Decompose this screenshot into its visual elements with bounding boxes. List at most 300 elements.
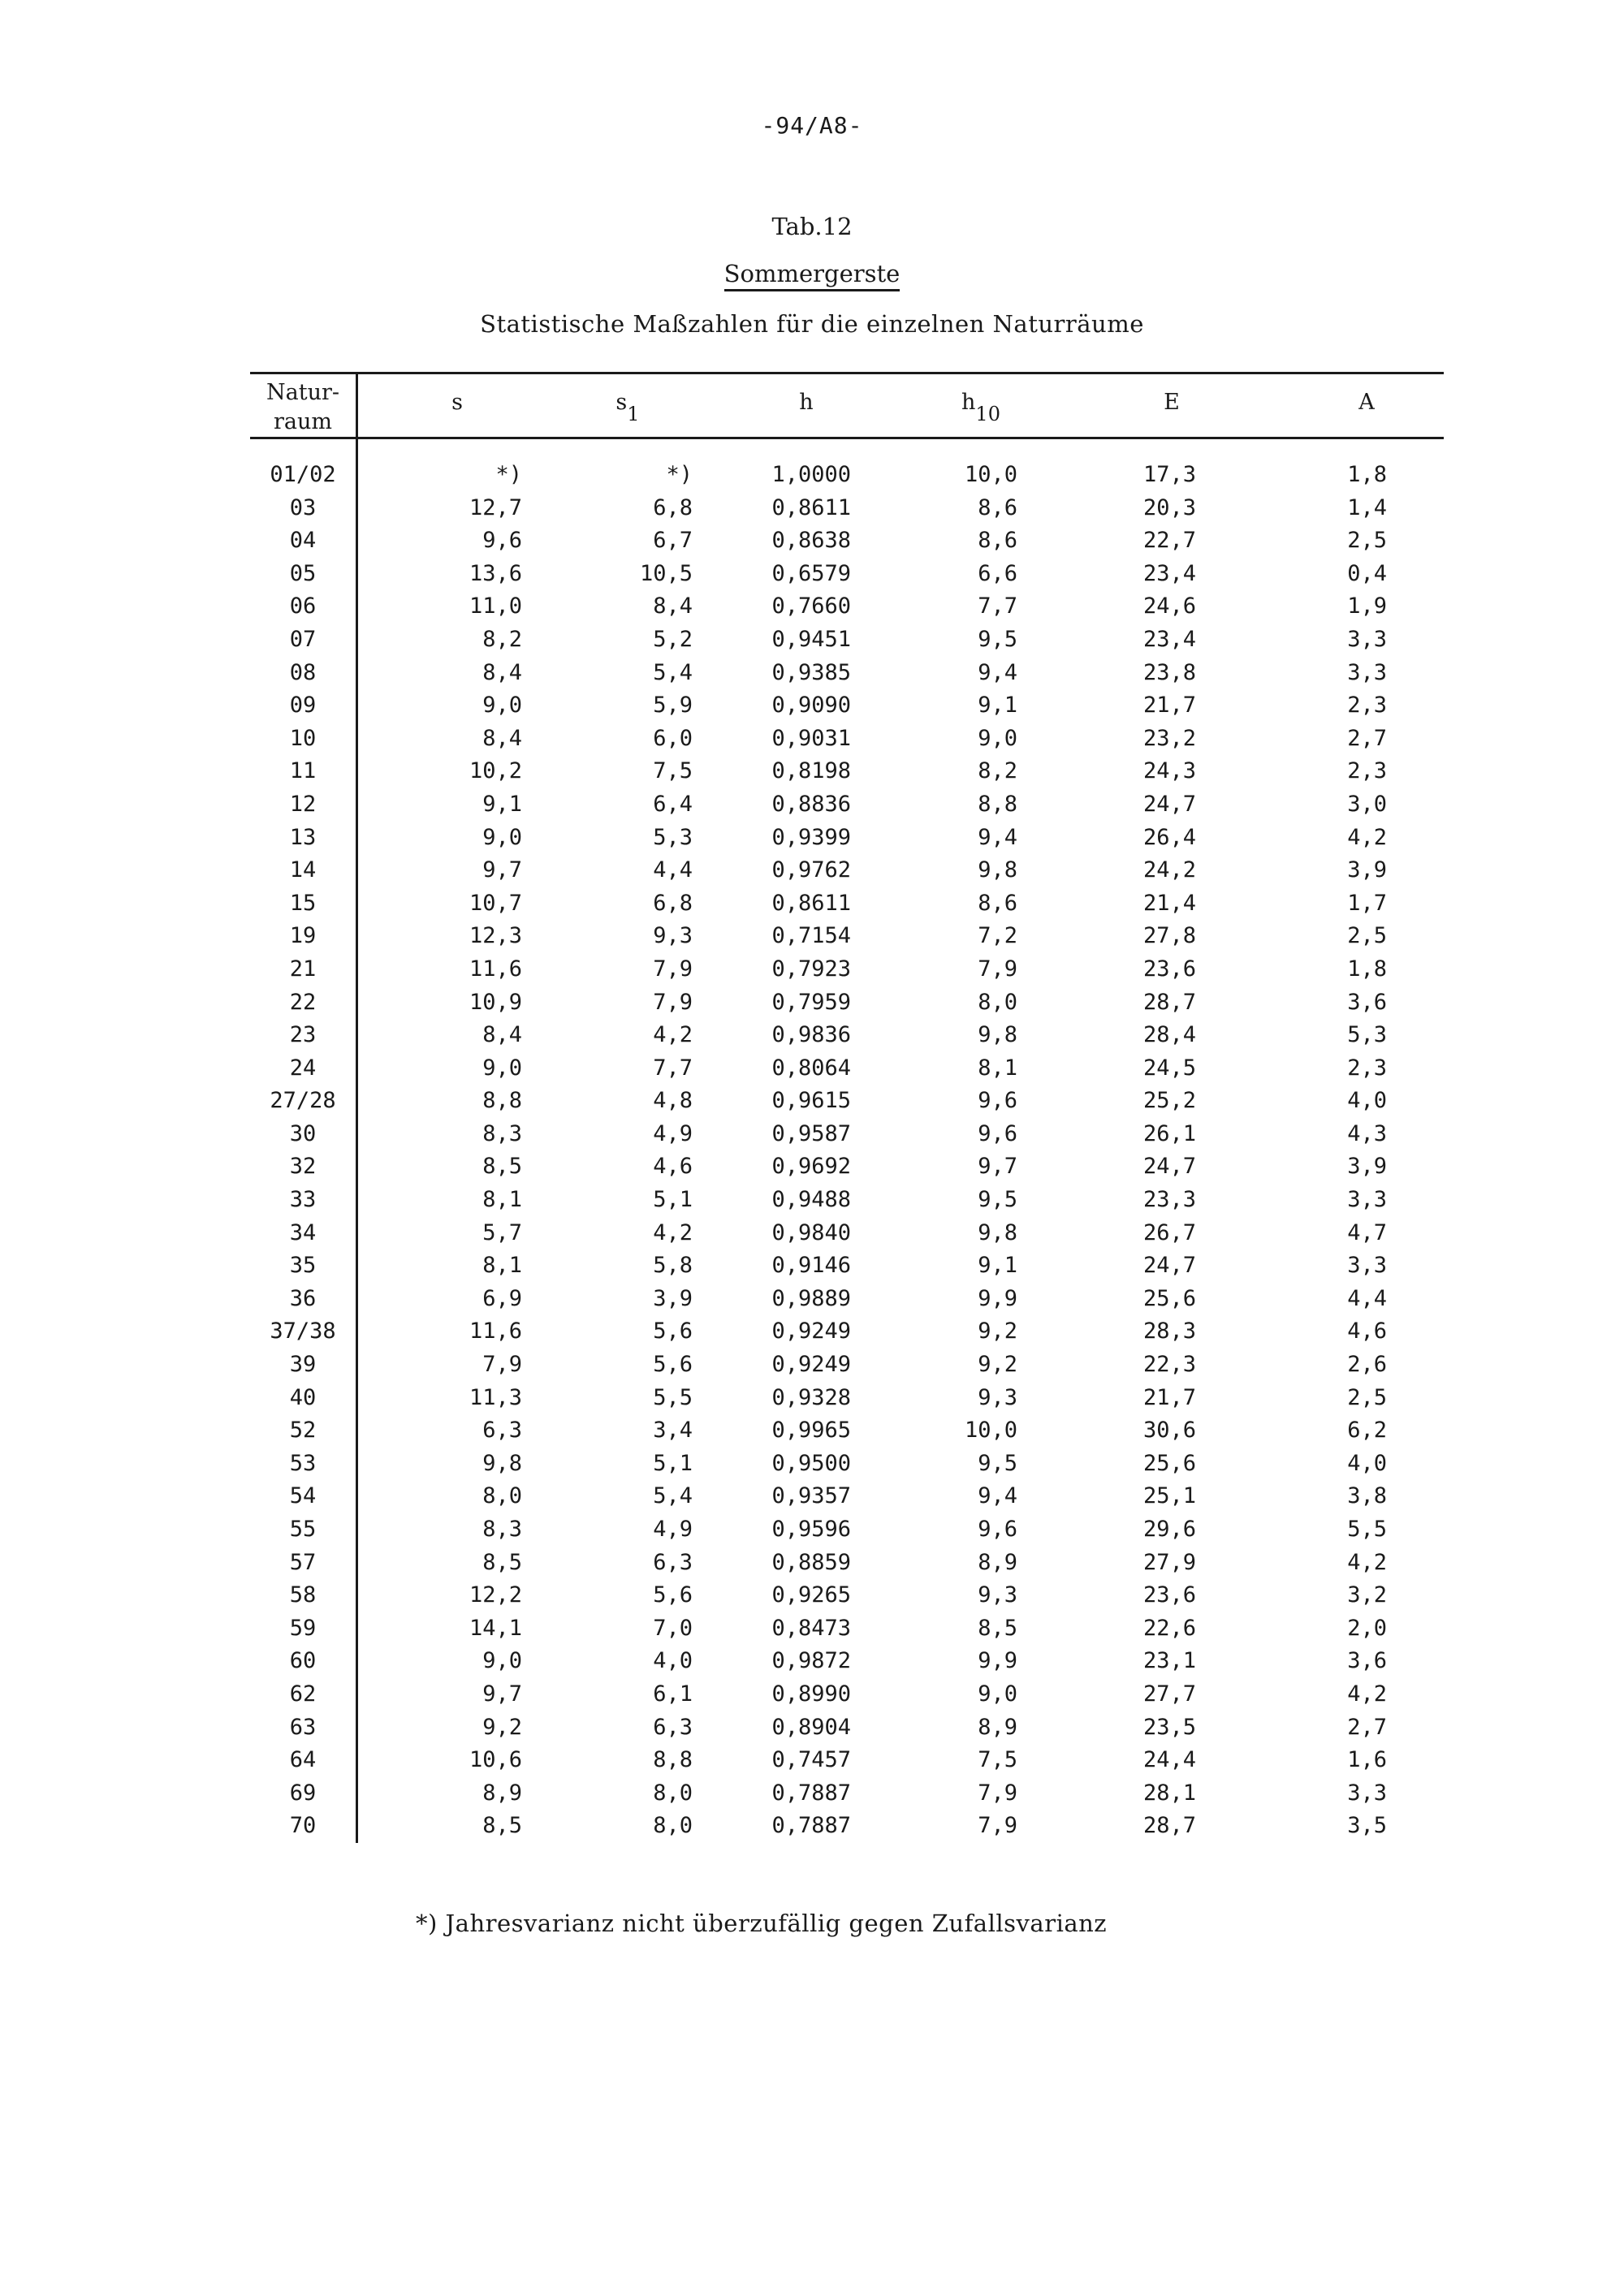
cell-s1: 5,8: [653, 1253, 693, 1279]
cell-h: 0,9965: [771, 1418, 851, 1444]
cell-region: 19: [289, 923, 317, 949]
footnote: *) Jahresvarianz nicht überzufällig gegen Zufallsvarianz: [416, 1910, 1108, 1937]
cell-s: 13,6: [469, 560, 522, 586]
cell-a: 6,2: [1347, 1418, 1387, 1444]
cell-h: 0,7887: [771, 1813, 851, 1839]
table-row: [250, 1249, 1444, 1283]
cell-s1: 5,5: [653, 1384, 693, 1410]
cell-s: 6,9: [482, 1285, 522, 1311]
cell-h10: 6,6: [978, 560, 1017, 586]
table-row: [250, 1480, 1444, 1513]
cell-s1: 10,5: [639, 560, 693, 586]
cell-h: 0,8611: [771, 890, 851, 916]
cell-a: 2,7: [1347, 1714, 1387, 1740]
cell-a: 1,9: [1347, 593, 1387, 619]
cell-s: 9,8: [482, 1450, 522, 1476]
cell-region: 07: [289, 626, 317, 652]
cell-s: 6,3: [482, 1418, 522, 1444]
cell-s: 10,2: [469, 758, 522, 784]
cell-h: 0,7923: [771, 956, 851, 982]
cell-s: *): [495, 462, 522, 487]
cell-h10: 8,6: [978, 494, 1017, 520]
cell-s1: 4,2: [653, 1022, 693, 1048]
cell-h: 0,8473: [771, 1615, 851, 1641]
cell-h10: 7,5: [978, 1747, 1017, 1773]
cell-h10: 9,8: [978, 1219, 1017, 1245]
cell-region: 69: [289, 1780, 317, 1806]
cell-s1: 6,8: [653, 494, 693, 520]
cell-s: 12,7: [469, 494, 522, 520]
cell-e: 23,8: [1142, 659, 1196, 685]
table-row: [250, 1052, 1444, 1085]
table-row: [250, 1547, 1444, 1580]
cell-s: 8,5: [482, 1154, 522, 1180]
cell-e: 24,2: [1142, 857, 1196, 883]
cell-s1: 9,3: [653, 923, 693, 949]
cell-e: 24,6: [1142, 593, 1196, 619]
cell-a: 3,2: [1347, 1582, 1387, 1608]
cell-h10: 9,0: [978, 725, 1017, 751]
table-row: [250, 459, 1444, 492]
cell-s1: 4,2: [653, 1219, 693, 1245]
cell-s1: 5,6: [653, 1318, 693, 1344]
cell-h: 0,9488: [771, 1187, 851, 1213]
cell-s1: 7,5: [653, 758, 693, 784]
table-row: [250, 1579, 1444, 1612]
cell-e: 29,6: [1142, 1517, 1196, 1542]
table-row: [250, 1448, 1444, 1481]
cell-h: 0,9836: [771, 1022, 851, 1048]
header-s: s: [451, 390, 463, 415]
cell-h: 0,9500: [771, 1450, 851, 1476]
cell-s: 9,7: [482, 857, 522, 883]
header-region-line2: raum: [274, 409, 332, 434]
table-row: [250, 1283, 1444, 1316]
cell-h10: 9,1: [978, 1253, 1017, 1279]
cell-region: 09: [289, 693, 317, 719]
table-row: [250, 822, 1444, 855]
cell-s1: 7,7: [653, 1055, 693, 1081]
cell-s: 11,3: [469, 1384, 522, 1410]
cell-e: 26,7: [1142, 1219, 1196, 1245]
cell-region: 54: [289, 1483, 317, 1509]
cell-h: 0,9615: [771, 1088, 851, 1114]
cell-region: 60: [289, 1648, 317, 1674]
cell-e: 23,3: [1142, 1187, 1196, 1213]
cell-e: 23,5: [1142, 1714, 1196, 1740]
cell-s1: *): [666, 462, 693, 487]
table-row: [250, 920, 1444, 953]
cell-h10: 9,9: [978, 1285, 1017, 1311]
cell-h: 0,9889: [771, 1285, 851, 1311]
cell-s1: 6,3: [653, 1714, 693, 1740]
cell-region: 34: [289, 1219, 317, 1245]
cell-a: 3,8: [1347, 1483, 1387, 1509]
header-e: E: [1164, 390, 1180, 415]
cell-s: 8,5: [482, 1813, 522, 1839]
cell-e: 23,4: [1142, 626, 1196, 652]
cell-region: 52: [289, 1418, 317, 1444]
cell-region: 05: [289, 560, 317, 586]
cell-region: 32: [289, 1154, 317, 1180]
cell-h: 0,9385: [771, 659, 851, 685]
cell-h10: 8,0: [978, 989, 1017, 1015]
cell-s: 8,4: [482, 1022, 522, 1048]
cell-region: 11: [289, 758, 317, 784]
cell-e: 24,7: [1142, 1154, 1196, 1180]
cell-e: 24,5: [1142, 1055, 1196, 1081]
cell-a: 5,3: [1347, 1022, 1387, 1048]
table-row: [250, 492, 1444, 525]
cell-region: 40: [289, 1384, 317, 1410]
cell-region: 55: [289, 1517, 317, 1542]
cell-h: 0,8611: [771, 494, 851, 520]
cell-h: 0,9840: [771, 1219, 851, 1245]
cell-e: 21,7: [1142, 693, 1196, 719]
cell-s1: 5,4: [653, 659, 693, 685]
cell-e: 23,4: [1142, 560, 1196, 586]
cell-a: 3,5: [1347, 1813, 1387, 1839]
cell-e: 24,4: [1142, 1747, 1196, 1773]
cell-h10: 9,1: [978, 693, 1017, 719]
cell-e: 28,1: [1142, 1780, 1196, 1806]
cell-s: 12,2: [469, 1582, 522, 1608]
cell-s: 9,1: [482, 791, 522, 817]
cell-e: 25,1: [1142, 1483, 1196, 1509]
cell-region: 59: [289, 1615, 317, 1641]
cell-h10: 9,8: [978, 857, 1017, 883]
cell-h10: 9,2: [978, 1318, 1017, 1344]
cell-h: 0,8836: [771, 791, 851, 817]
cell-a: 1,8: [1347, 956, 1387, 982]
table-row: [250, 1711, 1444, 1745]
cell-h: 0,9596: [771, 1517, 851, 1542]
cell-s: 8,5: [482, 1549, 522, 1575]
cell-h10: 10,0: [964, 1418, 1017, 1444]
cell-h: 0,9399: [771, 824, 851, 850]
cell-region: 03: [289, 494, 317, 520]
cell-h10: 8,6: [978, 890, 1017, 916]
cell-h10: 8,9: [978, 1549, 1017, 1575]
cell-s: 9,0: [482, 1648, 522, 1674]
cell-a: 3,9: [1347, 1154, 1387, 1180]
cell-region: 10: [289, 725, 317, 751]
cell-e: 21,7: [1142, 1384, 1196, 1410]
cell-a: 1,6: [1347, 1747, 1387, 1773]
cell-region: 13: [289, 824, 317, 850]
cell-s1: 5,1: [653, 1187, 693, 1213]
cell-s1: 7,0: [653, 1615, 693, 1641]
cell-s1: 4,6: [653, 1154, 693, 1180]
cell-h: 0,9357: [771, 1483, 851, 1509]
cell-a: 4,0: [1347, 1088, 1387, 1114]
cell-region: 21: [289, 956, 317, 982]
cell-s1: 7,9: [653, 956, 693, 982]
cell-region: 24: [289, 1055, 317, 1081]
table-row: [250, 1777, 1444, 1810]
table-row: [250, 1744, 1444, 1777]
cell-s: 10,7: [469, 890, 522, 916]
table-row: [250, 1184, 1444, 1217]
cell-region: 39: [289, 1352, 317, 1378]
cell-region: 27/28: [270, 1088, 336, 1114]
header-h10-base: h: [961, 390, 976, 415]
cell-region: 08: [289, 659, 317, 685]
cell-s1: 4,8: [653, 1088, 693, 1114]
table-row: [250, 558, 1444, 591]
cell-h10: 9,5: [978, 626, 1017, 652]
table-row: [250, 1315, 1444, 1349]
cell-h: 0,9692: [771, 1154, 851, 1180]
cell-s: 12,3: [469, 923, 522, 949]
cell-a: 3,3: [1347, 659, 1387, 685]
cell-e: 27,8: [1142, 923, 1196, 949]
table-subtitle: Statistische Maßzahlen für die einzelnen Naturräume: [480, 310, 1144, 338]
cell-s1: 3,4: [653, 1418, 693, 1444]
cell-s1: 3,9: [653, 1285, 693, 1311]
cell-h: 0,6579: [771, 560, 851, 586]
cell-a: 1,7: [1347, 890, 1387, 916]
cell-h: 0,7660: [771, 593, 851, 619]
cell-h10: 9,4: [978, 659, 1017, 685]
cell-s1: 8,4: [653, 593, 693, 619]
cell-a: 2,5: [1347, 923, 1387, 949]
table-row: [250, 524, 1444, 558]
cell-h10: 8,5: [978, 1615, 1017, 1641]
cell-s: 5,7: [482, 1219, 522, 1245]
cell-h: 0,9249: [771, 1352, 851, 1378]
cell-s: 8,3: [482, 1120, 522, 1146]
cell-h10: 9,7: [978, 1154, 1017, 1180]
cell-s: 8,9: [482, 1780, 522, 1806]
cell-s1: 5,2: [653, 626, 693, 652]
cell-s: 11,6: [469, 1318, 522, 1344]
cell-h10: 7,7: [978, 593, 1017, 619]
table-row: [250, 755, 1444, 788]
cell-h10: 9,4: [978, 824, 1017, 850]
cell-e: 20,3: [1142, 494, 1196, 520]
header-a: A: [1358, 390, 1375, 415]
table-row: [250, 1085, 1444, 1118]
table-row: [250, 1513, 1444, 1547]
cell-s1: 5,6: [653, 1582, 693, 1608]
cell-h10: 7,2: [978, 923, 1017, 949]
cell-region: 01/02: [270, 462, 336, 487]
cell-a: 2,5: [1347, 1384, 1387, 1410]
table-row: [250, 590, 1444, 624]
cell-a: 4,6: [1347, 1318, 1387, 1344]
cell-h10: 9,0: [978, 1681, 1017, 1707]
cell-e: 28,3: [1142, 1318, 1196, 1344]
cell-e: 28,7: [1142, 1813, 1196, 1839]
cell-region: 64: [289, 1747, 317, 1773]
cell-h: 0,9146: [771, 1253, 851, 1279]
cell-h10: 9,3: [978, 1384, 1017, 1410]
cell-s1: 5,4: [653, 1483, 693, 1509]
cell-a: 3,3: [1347, 1780, 1387, 1806]
cell-region: 23: [289, 1022, 317, 1048]
cell-e: 28,7: [1142, 989, 1196, 1015]
cell-a: 4,0: [1347, 1450, 1387, 1476]
cell-s: 8,0: [482, 1483, 522, 1509]
cell-h10: 10,0: [964, 462, 1017, 487]
cell-s1: 7,9: [653, 989, 693, 1015]
cell-a: 2,7: [1347, 725, 1387, 751]
cell-e: 26,1: [1142, 1120, 1196, 1146]
cell-h: 0,8638: [771, 528, 851, 554]
cell-region: 14: [289, 857, 317, 883]
cell-e: 26,4: [1142, 824, 1196, 850]
cell-h: 0,8904: [771, 1714, 851, 1740]
cell-s: 7,9: [482, 1352, 522, 1378]
table-top-rule: [250, 372, 1444, 374]
cell-s1: 5,6: [653, 1352, 693, 1378]
table-row: [250, 986, 1444, 1020]
cell-e: 21,4: [1142, 890, 1196, 916]
cell-a: 4,2: [1347, 824, 1387, 850]
cell-region: 12: [289, 791, 317, 817]
cell-h10: 9,6: [978, 1517, 1017, 1542]
cell-h10: 8,1: [978, 1055, 1017, 1081]
cell-h10: 9,2: [978, 1352, 1017, 1378]
cell-region: 70: [289, 1813, 317, 1839]
cell-region: 30: [289, 1120, 317, 1146]
cell-region: 57: [289, 1549, 317, 1575]
table-row: [250, 1118, 1444, 1151]
cell-a: 3,0: [1347, 791, 1387, 817]
cell-a: 3,3: [1347, 626, 1387, 652]
cell-a: 3,6: [1347, 989, 1387, 1015]
cell-region: 33: [289, 1187, 317, 1213]
header-h: h: [799, 390, 814, 415]
cell-s: 9,7: [482, 1681, 522, 1707]
cell-s1: 6,3: [653, 1549, 693, 1575]
cell-s: 10,6: [469, 1747, 522, 1773]
cell-h10: 8,2: [978, 758, 1017, 784]
header-s1-base: s: [615, 390, 628, 415]
cell-s1: 6,1: [653, 1681, 693, 1707]
cell-e: 25,6: [1142, 1285, 1196, 1311]
cell-e: 22,6: [1142, 1615, 1196, 1641]
cell-a: 2,3: [1347, 1055, 1387, 1081]
cell-h: 0,8064: [771, 1055, 851, 1081]
table-row: [250, 689, 1444, 723]
cell-a: 3,6: [1347, 1648, 1387, 1674]
table-row: [250, 1150, 1444, 1184]
cell-a: 2,3: [1347, 758, 1387, 784]
cell-s1: 4,4: [653, 857, 693, 883]
cell-a: 2,5: [1347, 528, 1387, 554]
cell-h: 0,9328: [771, 1384, 851, 1410]
table-row: [250, 1645, 1444, 1678]
cell-e: 23,1: [1142, 1648, 1196, 1674]
cell-e: 24,7: [1142, 791, 1196, 817]
cell-e: 24,3: [1142, 758, 1196, 784]
cell-s: 8,8: [482, 1088, 522, 1114]
cell-e: 22,3: [1142, 1352, 1196, 1378]
cell-region: 58: [289, 1582, 317, 1608]
table-row: [250, 1382, 1444, 1415]
cell-a: 3,3: [1347, 1187, 1387, 1213]
cell-h: 0,8198: [771, 758, 851, 784]
cell-s: 11,6: [469, 956, 522, 982]
cell-e: 17,3: [1142, 462, 1196, 487]
cell-h: 0,9451: [771, 626, 851, 652]
header-region-line1: Natur-: [266, 380, 339, 405]
cell-s1: 8,0: [653, 1813, 693, 1839]
cell-h10: 9,6: [978, 1088, 1017, 1114]
cell-h: 0,7154: [771, 923, 851, 949]
cell-region: 37/38: [270, 1318, 336, 1344]
cell-s1: 4,0: [653, 1648, 693, 1674]
cell-s: 8,4: [482, 659, 522, 685]
cell-h10: 8,9: [978, 1714, 1017, 1740]
cell-s1: 6,8: [653, 890, 693, 916]
cell-s1: 5,9: [653, 693, 693, 719]
cell-s: 9,2: [482, 1714, 522, 1740]
cell-a: 4,7: [1347, 1219, 1387, 1245]
table-row: [250, 1349, 1444, 1382]
cell-e: 25,2: [1142, 1088, 1196, 1114]
cell-h10: 9,3: [978, 1582, 1017, 1608]
table-body: [250, 459, 1444, 1843]
cell-a: 2,3: [1347, 693, 1387, 719]
cell-h10: 7,9: [978, 1813, 1017, 1839]
table-row: [250, 1414, 1444, 1448]
cell-h10: 8,8: [978, 791, 1017, 817]
table-row: [250, 723, 1444, 756]
cell-s1: 5,3: [653, 824, 693, 850]
cell-h: 0,8990: [771, 1681, 851, 1707]
cell-e: 25,6: [1142, 1450, 1196, 1476]
cell-e: 23,6: [1142, 1582, 1196, 1608]
cell-a: 4,2: [1347, 1681, 1387, 1707]
table-row: [250, 887, 1444, 921]
table-row: [250, 1612, 1444, 1646]
cell-h: 0,8859: [771, 1549, 851, 1575]
cell-h10: 9,9: [978, 1648, 1017, 1674]
cell-h: 0,7887: [771, 1780, 851, 1806]
cell-s: 11,0: [469, 593, 522, 619]
cell-s1: 8,0: [653, 1780, 693, 1806]
crop-title-text: Sommergerste: [724, 260, 901, 291]
cell-a: 0,4: [1347, 560, 1387, 586]
cell-a: 4,3: [1347, 1120, 1387, 1146]
cell-s: 9,0: [482, 1055, 522, 1081]
table-header-rule: [250, 437, 1444, 439]
cell-e: 30,6: [1142, 1418, 1196, 1444]
cell-h10: 9,8: [978, 1022, 1017, 1048]
cell-a: 4,2: [1347, 1549, 1387, 1575]
header-s1-sub: 1: [627, 403, 640, 425]
cell-h: 0,9249: [771, 1318, 851, 1344]
cell-h: 0,7959: [771, 989, 851, 1015]
cell-e: 28,4: [1142, 1022, 1196, 1048]
cell-e: 24,7: [1142, 1253, 1196, 1279]
cell-region: 04: [289, 528, 317, 554]
cell-h10: 9,4: [978, 1483, 1017, 1509]
cell-region: 35: [289, 1253, 317, 1279]
cell-a: 1,4: [1347, 494, 1387, 520]
cell-h10: 7,9: [978, 1780, 1017, 1806]
cell-e: 27,7: [1142, 1681, 1196, 1707]
cell-h: 0,9265: [771, 1582, 851, 1608]
table-row: [250, 624, 1444, 657]
header-h10-sub: 10: [975, 403, 1000, 425]
cell-s1: 5,1: [653, 1450, 693, 1476]
cell-s: 8,4: [482, 725, 522, 751]
cell-s1: 8,8: [653, 1747, 693, 1773]
